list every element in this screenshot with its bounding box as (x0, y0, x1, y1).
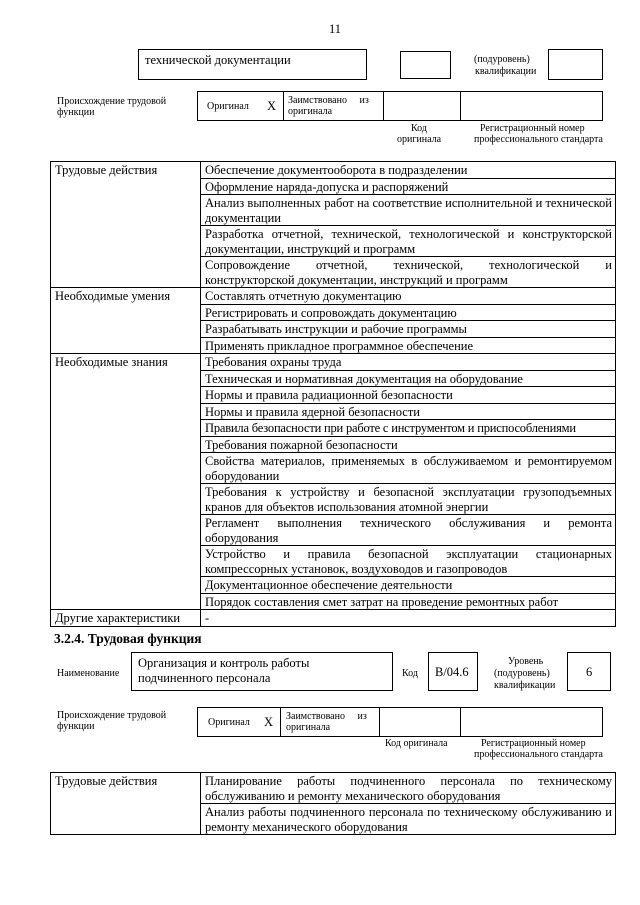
divider (283, 92, 284, 120)
list-item: Анализ работы подчиненного персонала по техническому обслуживанию и ремонту механического оборудования (201, 804, 616, 835)
code-value: B/04.6 (435, 665, 469, 679)
list-item: Требования пожарной безопасности (201, 436, 616, 453)
divider (379, 708, 380, 736)
level-value: 6 (586, 665, 593, 679)
function-requirements-table (50, 772, 616, 835)
level-label-line1: (подуровень) (474, 54, 530, 65)
code-origin-label-line2: оригинала (397, 134, 442, 145)
borrowed-label-line1: Заимствовано из (288, 95, 369, 106)
list-item: Требования к устройству и безопасной эксплуатации грузоподъемных кранов для объектов использования атомной энергии (201, 484, 616, 515)
list-item: Нормы и правила ядерной безопасности (201, 403, 616, 420)
level-label-line1: Уровень (508, 656, 544, 667)
code-origin-label: Код оригинала (385, 738, 448, 749)
original-label: Оригинал (208, 717, 250, 728)
borrowed-label-line2: оригинала (288, 106, 333, 117)
list-item: Разработка отчетной, технической, технологической и конструкторской документации, инструкций и программ (201, 226, 616, 257)
list-item: Применять прикладное программное обеспечение (201, 337, 616, 354)
origin-label-line1: Происхождение трудовой (57, 96, 167, 107)
list-item: Сопровождение отчетной, технической, технологической и конструкторской документации, инструкций и программ (201, 257, 616, 288)
list-item: Свойства материалов, применяемых в обслуживаемом и ремонтируемом оборудовании (201, 453, 616, 484)
other-value: - (201, 610, 616, 627)
origin-label-line2: функции (57, 721, 95, 732)
level-label-line2: квалификации (475, 66, 537, 77)
function-name-line1: Организация и контроль работы (138, 656, 310, 670)
divider (383, 92, 384, 120)
level-label-line3: квалификации (494, 680, 556, 691)
name-label: Наименование (57, 668, 120, 679)
knowledge-label: Необходимые знания (51, 354, 201, 610)
divider (460, 92, 461, 120)
table-row (51, 773, 616, 804)
table-row (51, 354, 616, 371)
list-item: Разрабатывать инструкции и рабочие программы (201, 321, 616, 338)
actions-label: Трудовые действия (51, 162, 201, 288)
reg-number-label-line1: Регистрационный номер (480, 123, 585, 134)
list-item: Планирование работы подчиненного персонала по техническому обслуживанию и ремонту механического оборудования (201, 773, 616, 804)
actions-label: Трудовые действия (51, 773, 201, 835)
code-box (428, 652, 478, 691)
original-label: Оригинал (207, 101, 249, 112)
list-item: Правила безопасности при работе с инструментом и приспособлениями (201, 420, 616, 437)
function-requirements-table (50, 161, 616, 627)
table-row (51, 610, 616, 627)
page-number: 11 (329, 22, 342, 36)
list-item: Составлять отчетную документацию (201, 288, 616, 305)
list-item: Требования охраны труда (201, 354, 616, 371)
list-item: Нормы и правила радиационной безопасности (201, 387, 616, 404)
list-item: Обеспечение документооборота в подразделении (201, 162, 616, 179)
other-label: Другие характеристики (51, 610, 201, 627)
list-item: Техническая и нормативная документация на оборудование (201, 370, 616, 387)
origin-label-line2: функции (57, 107, 95, 118)
reg-number-label-line2: профессионального стандарта (474, 749, 603, 760)
reg-number-label-line2: профессионального стандарта (474, 134, 603, 145)
code-label: Код (402, 668, 418, 679)
skills-label: Необходимые умения (51, 288, 201, 354)
origin-row (197, 91, 603, 121)
function-name-line2: подчиненного персонала (138, 671, 271, 685)
list-item: Оформление наряда-допуска и распоряжений (201, 178, 616, 195)
list-item: Регламент выполнения технического обслуживания и ремонта оборудования (201, 515, 616, 546)
list-item: Регистрировать и сопровождать документацию (201, 304, 616, 321)
divider (280, 708, 281, 736)
table-row (51, 162, 616, 179)
original-mark: X (264, 715, 274, 729)
list-item: Порядок составления смет затрат на проведение ремонтных работ (201, 593, 616, 610)
borrowed-label-line1: Заимствовано из (286, 711, 367, 722)
level-box (548, 49, 603, 80)
list-item: Устройство и правила безопасной эксплуатации стационарных компрессорных установок, воздуховодов и газопроводов (201, 546, 616, 577)
function-name-box (138, 49, 367, 80)
function-name-box (131, 652, 393, 691)
code-origin-label-line1: Код (411, 123, 427, 134)
borrowed-label-line2: оригинала (286, 722, 331, 733)
level-label-line2: (подуровень) (494, 668, 550, 679)
list-item: Документационное обеспечение деятельности (201, 577, 616, 594)
level-box (567, 652, 611, 691)
reg-number-label-line1: Регистрационный номер (481, 738, 586, 749)
origin-label-line1: Происхождение трудовой (57, 710, 167, 721)
code-box (400, 51, 451, 79)
section-heading: 3.2.4. Трудовая функция (54, 631, 202, 646)
list-item: Анализ выполненных работ на соответствие исполнительной и технической документации (201, 195, 616, 226)
original-mark: X (267, 99, 277, 113)
function-name-value: технической документации (145, 53, 291, 67)
table-row (51, 288, 616, 305)
origin-row (197, 707, 603, 737)
divider (460, 708, 461, 736)
